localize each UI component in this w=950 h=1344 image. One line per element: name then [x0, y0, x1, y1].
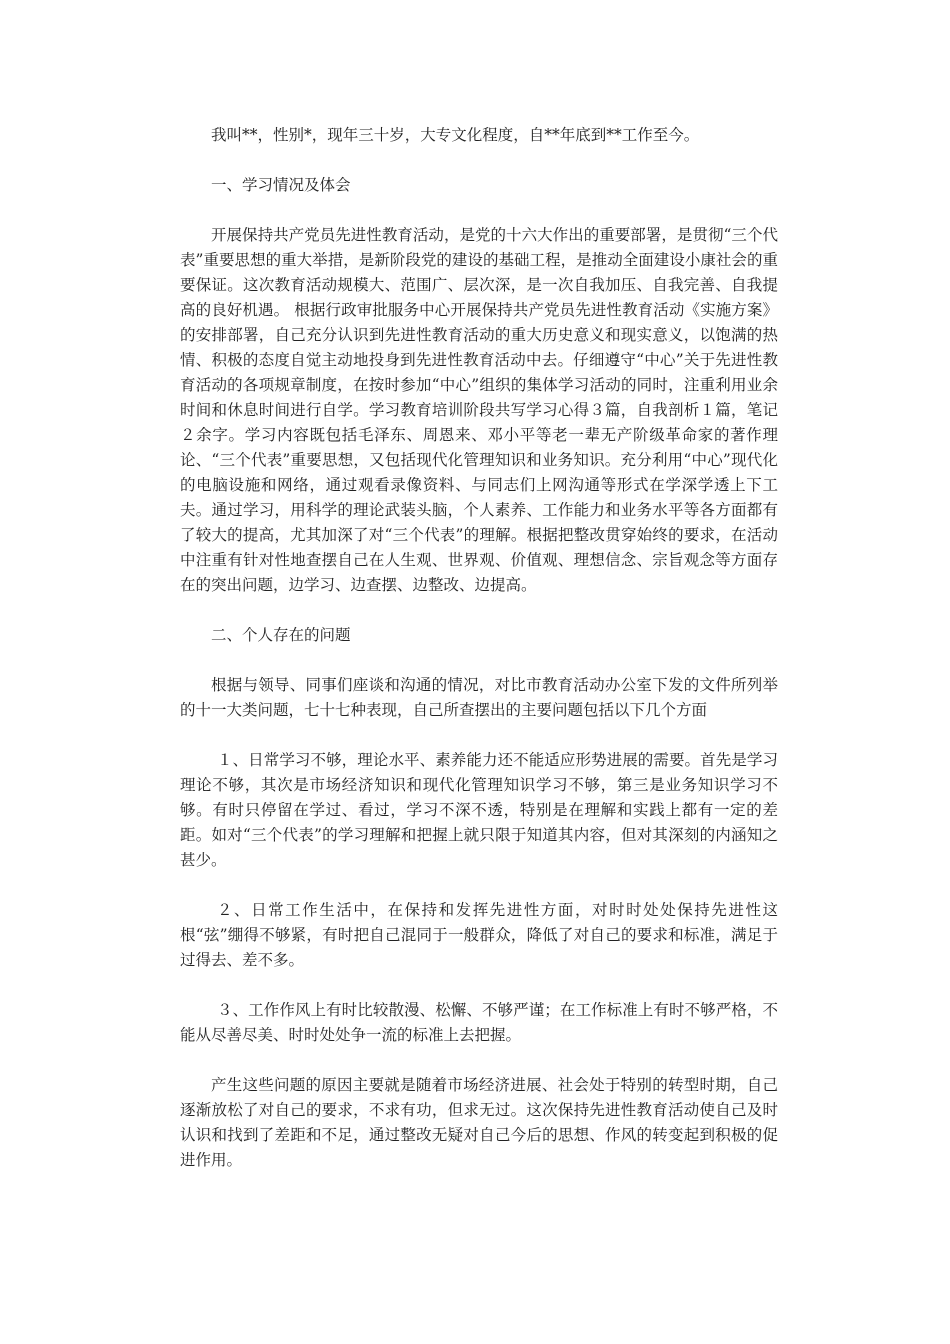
problem-item-2: ２、日常工作生活中，在保持和发挥先进性方面，对时时处处保持先进性这根“弦”绷得不够紧，有时把自己混同于一般群众，降低了对自己的要求和标准，满足于过得去、差不多。 [180, 901, 778, 969]
section-1-body: 开展保持共产党员先进性教育活动，是党的十六大作出的重要部署，是贯彻“三个代表”重要思想的重大举措，是新阶段党的建设的基础工程，是推动全面建设小康社会的重要保证。这次教育活动规模大、范围广、层次深，是一次自我加压、自我完善、自我提高的良好机遇。 根据行政审批服务中心开展保持共产党员先进性教育活动《实施方案》的安排部署，自己充分认识到先进性教育活动的重大历史意义和现实意义，以饱满的热情、积极的态度自觉主动地投身到先进性教育活动中去。仔细遵守“中心”关于先进性教育活动的各项规章制度，在按时参加“中心”组织的集体学习活动的同时，注重利用业余时间和休息时间进行自学。学习教育培训阶段共写学习心得３篇，自我剖析１篇，笔记２余字。学习内容既包括毛泽东、周恩来、邓小平等老一辈无产阶级革命家的著作理论、“三个代表”重要思想，又包括现代化管理知识和业务知识。充分利用“中心”现代化的电脑设施和网络，通过观看录像资料、与同志们上网沟通等形式在学深学透上下工夫。通过学习，用科学的理论武装头脑，个人素养、工作能力和业务水平等各方面都有了较大的提高，尤其加深了对“三个代表”的理解。根据把整改贯穿始终的要求，在活动中注重有针对性地查摆自己在人生观、世界观、价值观、理想信念、宗旨观念等方面存在的突出问题，边学习、边查摆、边整改、边提高。 [180, 226, 778, 594]
problem-item-3: ３、工作作风上有时比较散漫、松懈、不够严谨；在工作标准上有时不够严格，不能从尽善尽美、时时处处争一流的标准上去把握。 [180, 1001, 778, 1044]
problem-item-1: １、日常学习不够，理论水平、素养能力还不能适应形势进展的需要。首先是学习理论不够，其次是市场经济知识和现代化管理知识学习不够，第三是业务知识学习不够。有时只停留在学过、看过，学习不深不透，特别是在理解和实践上都有一定的差距。如对“三个代表”的学习理解和把握上就只限于知道其内容，但对其深刻的内涵知之甚少。 [180, 751, 778, 869]
section-2-intro: 根据与领导、同事们座谈和沟通的情况，对比市教育活动办公室下发的文件所列举的十一大类问题，七十七种表现，自己所查摆出的主要问题包括以下几个方面 [180, 676, 778, 719]
section-2-heading: 二、个人存在的问题 [211, 626, 351, 644]
section-1-heading: 一、学习情况及体会 [211, 176, 351, 194]
intro-paragraph: 我叫**，性别*，现年三十岁，大专文化程度，自**年底到**工作至今。 [211, 126, 700, 144]
conclusion-paragraph: 产生这些问题的原因主要就是随着市场经济进展、社会处于特别的转型时期，自己逐渐放松了对自己的要求，不求有功，但求无过。这次保持先进性教育活动使自己及时认识和找到了差距和不足，通过整改无疑对自己今后的思想、作风的转变起到积极的促进作用。 [180, 1076, 778, 1169]
document-page [180, 123, 778, 1198]
